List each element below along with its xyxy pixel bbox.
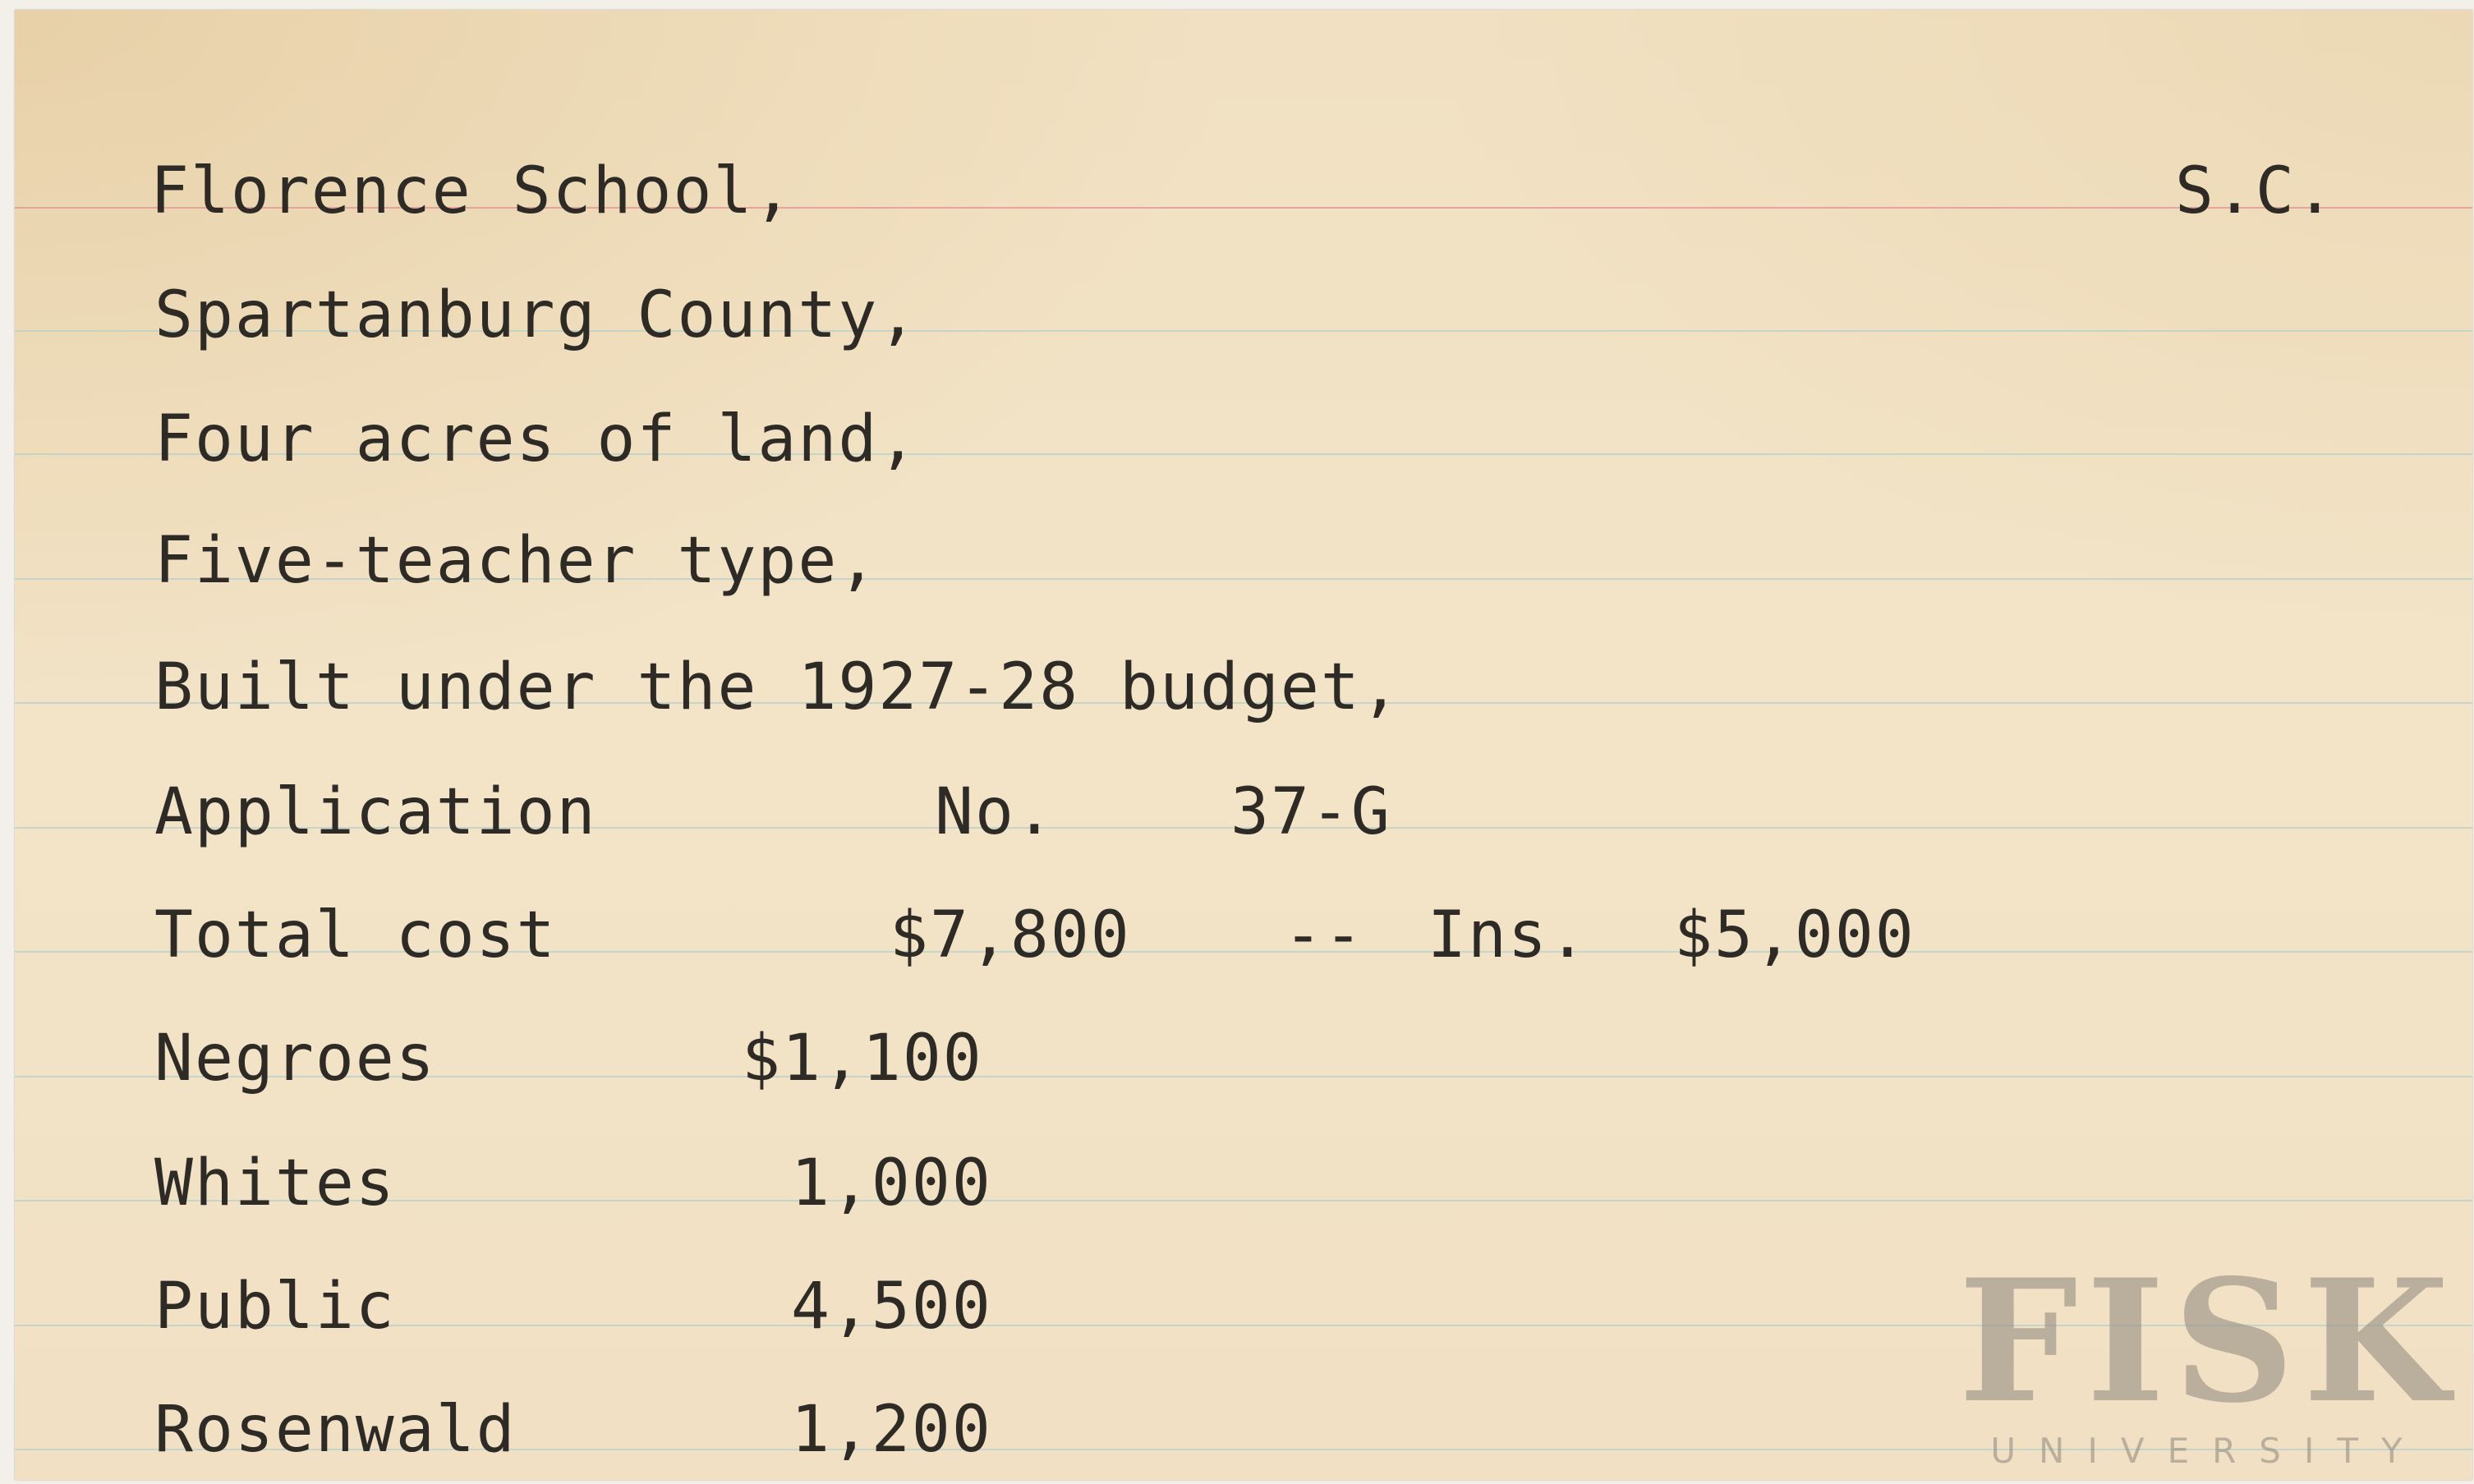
type-line: Five-teacher type, xyxy=(154,524,879,598)
application-number: 37-G xyxy=(1230,775,1391,849)
contribution-amount: 4,500 xyxy=(791,1270,992,1344)
school-name: Florence School, xyxy=(150,154,794,228)
land-line: Four acres of land, xyxy=(154,402,919,476)
application-label: Application xyxy=(154,775,597,849)
contribution-amount: 1,000 xyxy=(791,1146,992,1220)
contribution-label: Whites xyxy=(154,1146,396,1220)
total-separator: -- xyxy=(1284,898,1364,972)
county-line: Spartanburg County, xyxy=(154,278,919,352)
contribution-label: Negroes xyxy=(154,1022,436,1096)
budget-line: Built under the 1927-28 budget, xyxy=(154,650,1401,724)
logo-subtitle: UNIVERSITY xyxy=(1990,1431,2426,1471)
contribution-amount: 1,200 xyxy=(791,1393,992,1467)
index-card xyxy=(15,10,2472,1480)
logo-wordmark: FISK xyxy=(1958,1243,2458,1440)
state-abbreviation: S.C. xyxy=(2175,154,2336,228)
total-cost-label: Total cost xyxy=(154,898,557,972)
contribution-label: Rosenwald xyxy=(154,1393,517,1467)
insurance-label: Ins. xyxy=(1428,898,1589,972)
insurance-amount: $5,000 xyxy=(1674,898,1915,972)
total-cost-amount: $7,800 xyxy=(890,898,1131,972)
fisk-university-logo xyxy=(1945,1243,2471,1480)
contribution-amount: $1,100 xyxy=(742,1022,983,1096)
application-no-label: No. xyxy=(935,775,1055,849)
contribution-label: Public xyxy=(154,1270,396,1344)
